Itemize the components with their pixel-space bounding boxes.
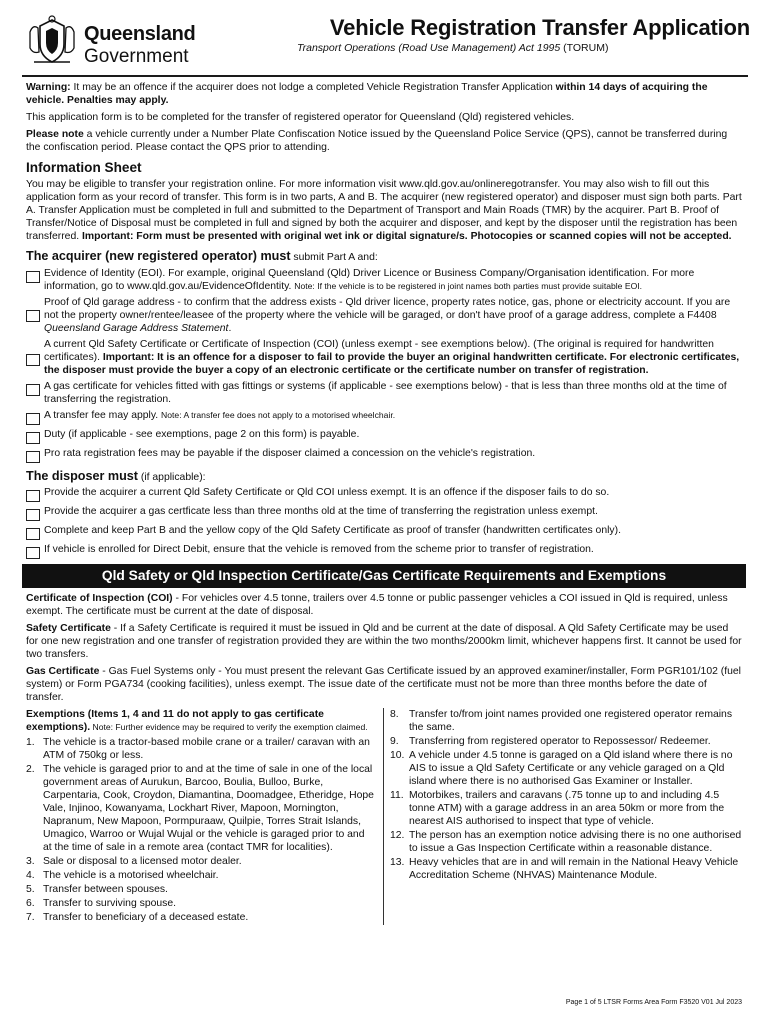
acquirer-item-transfer-fee: A transfer fee may apply. Note: A transfer fee does not apply to a motorised wheelchair. [26, 409, 742, 425]
acquirer-heading: The acquirer (new registered operator) must submit Part A and: [26, 248, 378, 263]
checkbox[interactable] [26, 509, 40, 521]
exemption-item: 7. Transfer to beneficiary of a deceased estate. [26, 911, 249, 923]
requirements-heading-bar: Qld Safety or Qld Inspection Certificate/Gas Certificate Requirements and Exemptions [22, 564, 746, 587]
purpose-paragraph: This application form is to be completed for the transfer of registered operator for Queensland (Qld) registered vehicles. [26, 112, 575, 123]
header-rule [22, 75, 748, 77]
exemption-item: 13. Heavy vehicles that are in and will remain in the National Heavy Vehicle Accreditation Scheme (NHVAS) Maintenance Module. [390, 856, 739, 881]
acquirer-item-gas-certificate: A gas certificate for vehicles fitted with gas fittings or systems (if applicable - see exemptions below) - that is less than three months old at the time of transferring the registration. [26, 380, 742, 406]
exemption-item: 6. Transfer to surviving spouse. [26, 897, 177, 909]
coat-of-arms-icon [24, 14, 80, 66]
acquirer-item-eoi: Evidence of Identity (EOI). For example, original Queensland (Qld) Driver Licence or Business Company/Organisation identification. For more information, go to www.qld.gov.au/EvidenceOfIdentity. Note: If the vehicle is to be registered in joint names both parties must provide suitable EOI. [26, 267, 742, 293]
acquirer-item-garage-address: Proof of Qld garage address - to confirm that the address exists - Qld driver licence, property rates notice, gas, phone or electricity account. If you are not the property owner/rentee/leasee of the property where the vehicle will be garaged, or don't have proof of a garage address, complete a F4408 Queensland Garage Address Statement. [26, 296, 742, 335]
exemptions-left-column [26, 708, 383, 925]
disposer-item: Provide the acquirer a gas certficate less than three months old at the time of transferring the registration unless exempt. [26, 505, 742, 521]
exemption-item: 12. The person has an exemption notice advising there is no one authorised to issue a Gas Inspection Certificate within a reasonable distance. [390, 829, 742, 854]
checkbox[interactable] [26, 354, 40, 366]
exemptions-list-left [26, 736, 375, 924]
exemptions-right-column [390, 708, 742, 925]
act-name: Transport Operations (Road Use Management) Act 1995 [297, 42, 561, 54]
checkbox[interactable] [26, 310, 40, 322]
acquirer-item-pro-rata: Pro rata registration fees may be payable if the disposer claimed a concession on the vehicle's registration. [26, 447, 742, 463]
note-label: Please note [26, 129, 84, 140]
exemption-item: 3. Sale or disposal to a licensed motor dealer. [26, 855, 242, 867]
signature-important: Important: Form must be presented with original wet ink or digital signature/s. Photocopies or scanned copies will not be accepted. [82, 230, 732, 242]
form-title: Vehicle Registration Transfer Application [329, 15, 750, 40]
checkbox[interactable] [26, 384, 40, 396]
information-sheet-heading: Information Sheet [26, 160, 142, 175]
exemption-item: 2. The vehicle is garaged prior to and at the time of sale in one of the local government areas of Aurukun, Barcoo, Boulia, Bulloo, Burke, Carpentaria, Cook, Croydon, Diamantina, Doomadgee, Etheridge, Hope Vale, Injinoo, Kowanyama, Lockhart River, Mapoon, Mornington, Napranum, New Mapoon, Pormpuraaw, Quilpie, Torres Strait Islands, Umagico, Warroo or Wujal Wujal or the vehicle is garaged prior to and at the time of sale in a remote area (contact TMR for localities). [26, 763, 374, 853]
disposer-item: If vehicle is enrolled for Direct Debit, ensure that the vehicle is removed from the scheme prior to transfer of registration. [26, 543, 742, 559]
page-footer: Page 1 of 5 LTSR Forms Area Form F3520 V01 Jul 2023 [565, 999, 742, 1006]
column-divider [383, 708, 384, 925]
exemption-item: 11. Motorbikes, trailers and caravans (.75 tonne up to and including 4.5 tonne ATM) with a garage address in an area 50km or more from the nearest AIS authorised to inspect that type of vehicle. [390, 789, 725, 827]
exemptions-list-right [390, 708, 742, 882]
brand-government: Government [84, 46, 189, 67]
checkbox[interactable] [26, 490, 40, 502]
disposer-item: Complete and keep Part B and the yellow copy of the Qld Safety Certificate as proof of transfer (handwritten certificates only). [26, 524, 742, 540]
exemption-item: 9. Transferring from registered operator to Repossessor/ Redeemer. [390, 735, 711, 747]
checkbox[interactable] [26, 528, 40, 540]
acquirer-item-safety-certificate: A current Qld Safety Certificate or Certificate of Inspection (COI) (unless exempt - see exemptions below). (The original is required for handwritten certificates). Important: It is an offence for a disposer to fail to provide the buyer an original handwritten certificate. For electronic certificates, the disposer must provide the buyer a copy of an electronic certificate or the certificate number on transfer of registration. [26, 338, 742, 377]
queensland-government-logo [22, 12, 202, 68]
exemptions-columns [26, 708, 742, 925]
disposer-item: Provide the acquirer a current Qld Safety Certificate or Qld COI unless exempt. It is an offence if the disposer fails to do so. [26, 486, 742, 502]
acquirer-item-duty: Duty (if applicable - see exemptions, page 2 on this form) is payable. [26, 428, 742, 444]
header [22, 12, 750, 72]
act-abbreviation: (TORUM) [563, 42, 609, 54]
warning-label: Warning: [26, 82, 71, 93]
checkbox[interactable] [26, 451, 40, 463]
warning-paragraph: Warning: It may be an offence if the acquirer does not lodge a completed Vehicle Registration Transfer Application within 14 days of acquiring the vehicle. Penalties may apply. [26, 82, 708, 106]
exemption-item: 1. The vehicle is a tractor-based mobile crane or a trailer/ caravan with an ATM of 750kg or less. [26, 736, 370, 761]
exemption-item: 4. The vehicle is a motorised wheelchair. [26, 869, 219, 881]
checkbox[interactable] [26, 413, 40, 425]
exemptions-heading: Exemptions (Items 1, 4 and 11 do not apply to gas certificate exemptions). Note: Further evidence may be required to verify the exemption claimed. [26, 708, 368, 733]
coi-paragraph: Certificate of Inspection (COI) - For vehicles over 4.5 tonne, trailers over 4.5 tonne or public passenger vehicles a COI issued in Qld is required, unless exempt. The certificate must be current at the date of disposal. [26, 592, 728, 617]
form-subtitle [297, 42, 608, 55]
information-sheet-text: You may be eligible to transfer your registration online. For more information visit www.qld.gov.au/onlineregotransfer. You may also wish to fill out this application form as your record of transfer. This form is in two parts, A and B. The acquirer (new registered operator) and disposer must sign both parts. Part A. Transfer Application must be completed in full and submitted to the Department of Transport and Main Roads (TMR) by the acquirer. Part B. Proof of Transfer/Notice of Disposal must be completed in full and signed by both the acquirer and disposer, and kept by the disposer until the registration has been transferred. Important: Form must be presented with original wet ink or digital signature/s. Photocopies or scanned copies will not be accepted. [26, 178, 742, 242]
gas-certificate-paragraph: Gas Certificate - Gas Fuel Systems only - You must present the relevant Gas Certificate issued by an approved examiner/installer, Form PGR101/102 (fuel system) or Form PGA734 (cooking facilities), unless exempt. The issue date of the certificate must not be more than three months before the date of transfer. [26, 665, 741, 703]
exemption-item: 10. A vehicle under 4.5 tonne is garaged on a Qld island where there is no AIS to issue a Qld Safety Certificate or any vehicle garaged on a Qld island where there is no authorised Gas Examiner or Installer. [390, 749, 733, 787]
warning-bold: within 14 days of acquiring the vehicle. Penalties may apply. [26, 82, 708, 106]
disposer-heading: The disposer must (if applicable): [26, 468, 206, 483]
safety-certificate-paragraph: Safety Certificate - If a Safety Certificate is required it must be issued in Qld and be current at the date of disposal. A Qld Safety Certificate may be used for one new registration and one transfer of registration provided they are within the two months/2000km limit, whichever happens first. It cannot be used for two transfers. [26, 622, 742, 660]
checkbox[interactable] [26, 547, 40, 559]
checkbox[interactable] [26, 432, 40, 444]
exemption-item: 5. Transfer between spouses. [26, 883, 168, 895]
brand-name: Queensland [84, 23, 196, 45]
form-content [26, 81, 742, 925]
checkbox[interactable] [26, 271, 40, 283]
note-paragraph: Please note a vehicle currently under a Number Plate Confiscation Notice issued by the Queensland Police Service (QPS), cannot be transferred during the confiscation period. Please contact the QPS prior to attending. [26, 129, 728, 153]
exemption-item: 8. Transfer to/from joint names provided one registered operator remains the same. [390, 708, 733, 733]
